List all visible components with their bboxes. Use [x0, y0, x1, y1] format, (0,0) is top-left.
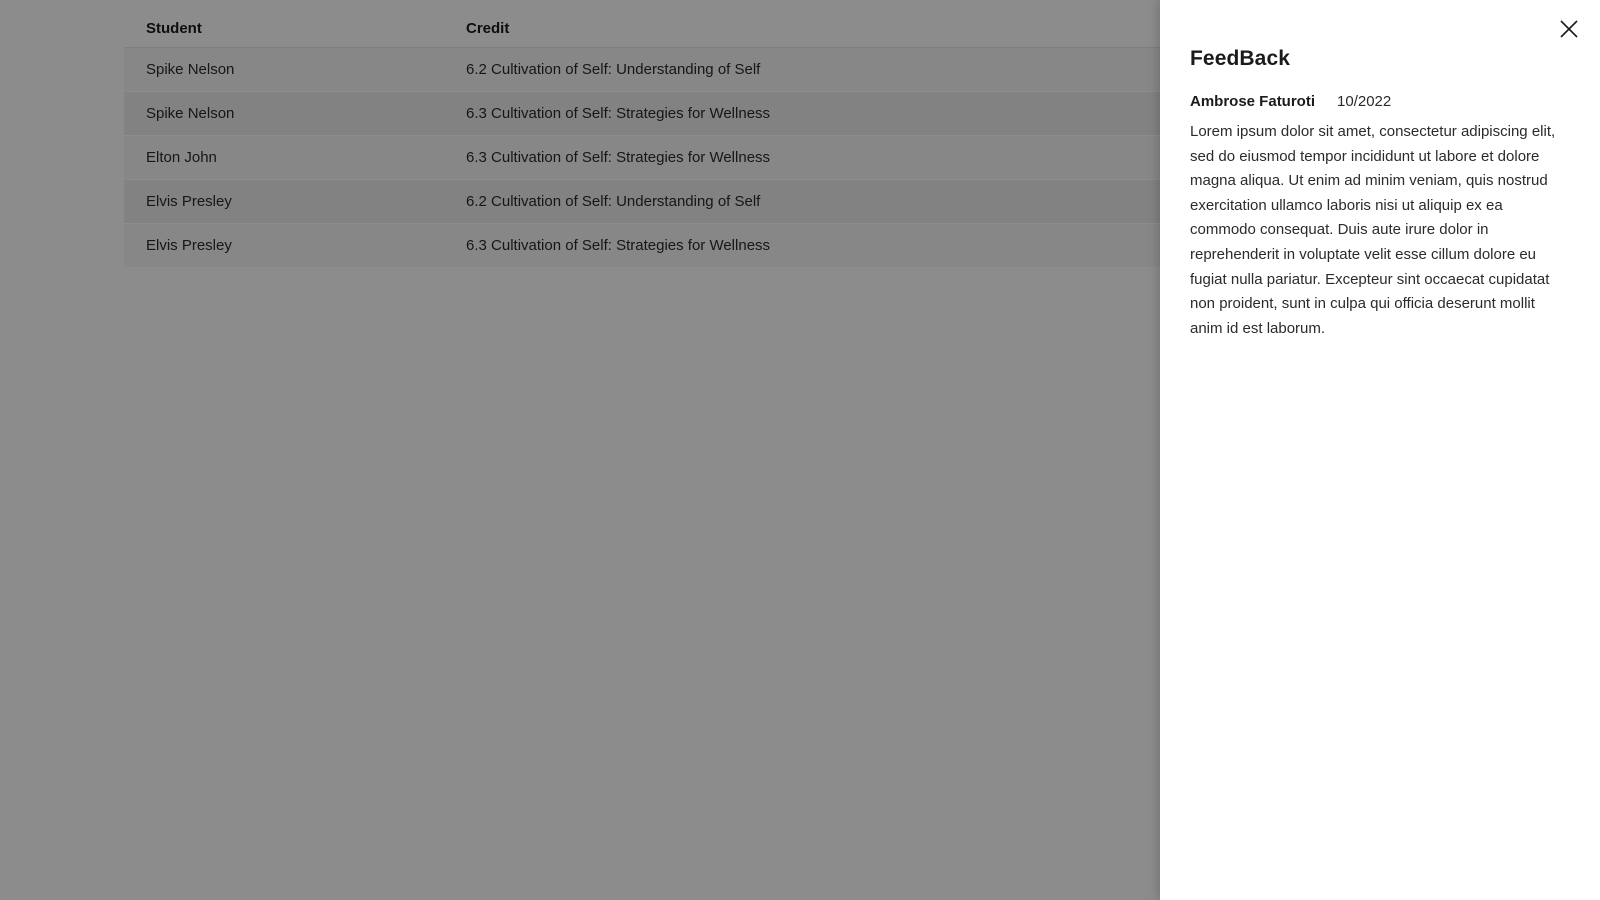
cell-credit: 6.3 Cultivation of Self: Strategies for Wellness: [444, 224, 1164, 268]
close-icon[interactable]: [1552, 12, 1586, 46]
cell-student: Elvis Presley: [124, 224, 444, 268]
feedback-date: 10/2022: [1337, 93, 1392, 110]
feedback-text: Lorem ipsum dolor sit amet, consectetur adipiscing elit, sed do eiusmod tempor incididunt ut labore et dolore magna aliqua. Ut enim ad minim veniam, quis nostrud exercitation ullamco laboris nisi ut aliquip ex ea commodo consequat. Duis aute irure dolor in reprehenderit in voluptate velit esse cillum dolore eu fugiat nulla pariatur. Excepteur sint occaecat cupidatat non proident, sunt in culpa qui officia deserunt mollit anim id est laborum.: [1190, 123, 1556, 337]
feedback-author: Ambrose Faturoti: [1190, 93, 1316, 110]
cell-student: Elvis Presley: [124, 180, 444, 224]
cell-student: Spike Nelson: [124, 92, 444, 136]
cell-credit: 6.3 Cultivation of Self: Strategies for Wellness: [444, 136, 1164, 180]
cell-credit: 6.2 Cultivation of Self: Understanding of Self: [444, 180, 1164, 224]
feedback-panel: [1160, 0, 1600, 900]
cell-credit: 6.3 Cultivation of Self: Strategies for Wellness: [444, 92, 1164, 136]
cell-credit: 6.2 Cultivation of Self: Understanding of Self: [444, 48, 1164, 92]
feedback-meta: [1190, 93, 1570, 110]
column-header-credit[interactable]: Credit: [444, 14, 1164, 48]
cell-student: Spike Nelson: [124, 48, 444, 92]
column-header-student[interactable]: Student: [124, 14, 444, 48]
panel-title: FeedBack: [1190, 47, 1291, 70]
cell-student: Elton John: [124, 136, 444, 180]
